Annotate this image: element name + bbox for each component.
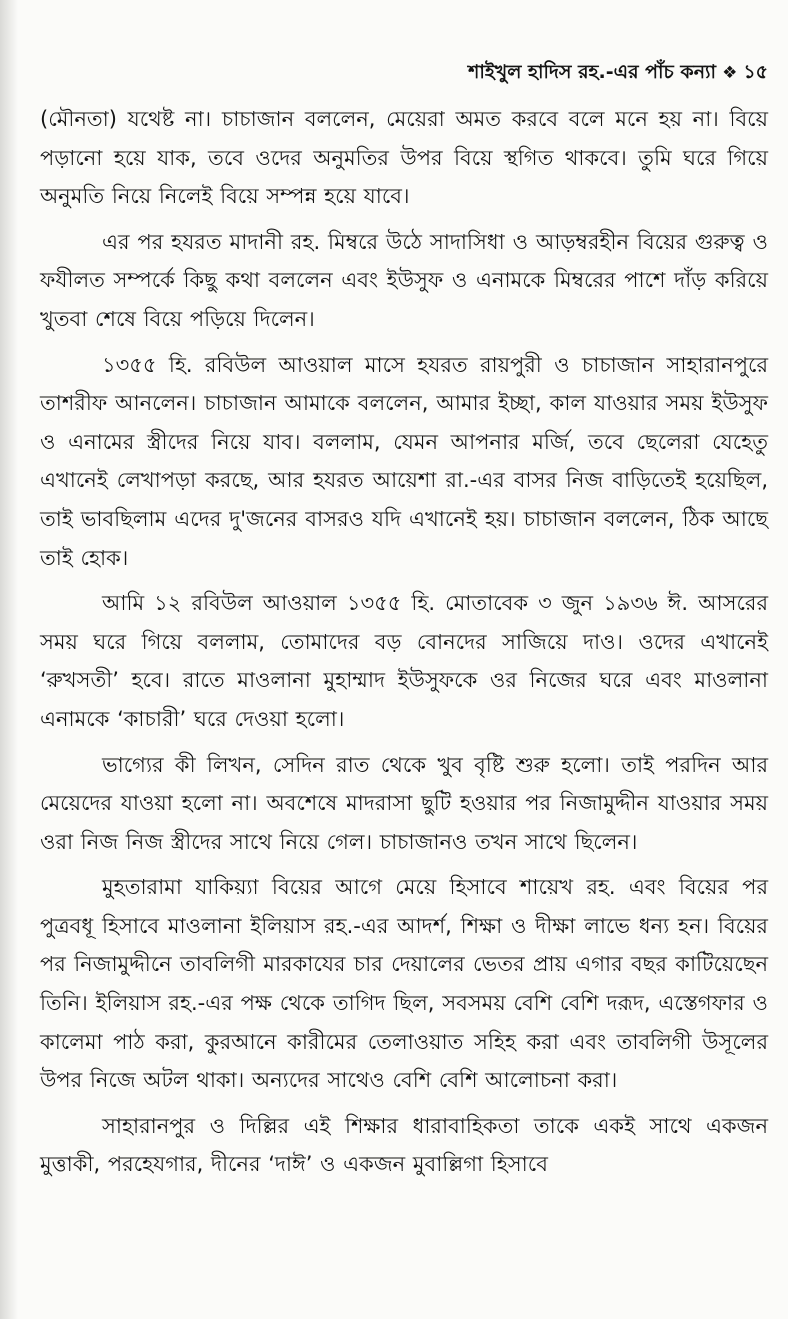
paragraph-7: সাহারানপুর ও দিল্লির এই শিক্ষার ধারাবাহিকতা তাকে একই সাথে একজন মুত্তাকী, পরহেযগার, দীনের ‘দাঈ’ ও একজন মুবাল্লিগা হিসাবে <box>40 1113 768 1177</box>
running-header-title: শাইখুল হাদিস রহ.-এর পাঁচ কন্যা <box>468 61 717 83</box>
paragraph-3: ১৩৫৫ হি. রবিউল আওয়াল মাসে হযরত রায়পুরী ও চাচাজান সাহারানপুরে তাশরীফ আনলেন। চাচাজান আমাকে বললেন, আমার ইচ্ছা, কাল যাওয়ার সময় ইউসুফ ও এনামের স্ত্রীদের নিয়ে যাব। বললাম, যেমন আপনার মর্জি, তবে ছেলেরা যেহেতু এখানেই লেখাপড়া করছে, আর হযরত আয়েশা রা.-এর বাসর নিজ বাড়িতেই হয়েছিল, তাই ভাবছিলাম এদের দু'জনের বাসরও যদি এখানেই হয়। চাচাজান বললেন, ঠিক আছে তাই হোক। <box>40 352 768 570</box>
paragraph-2: এর পর হযরত মাদানী রহ. মিম্বরে উঠে সাদাসিধা ও আড়ম্বরহীন বিয়ের গুরুত্ব ও ফযীলত সম্পর্কে কিছু কথা বললেন এবং ইউসুফ ও এনামকে মিম্বরের পাশে দাঁড় করিয়ে খুতবা শেষে বিয়ে পড়িয়ে দিলেন। <box>40 229 768 331</box>
page-gutter-shadow <box>0 0 18 1319</box>
paragraph-6: মুহতারামা যাকিয়্যা বিয়ের আগে মেয়ে হিসাবে শায়েখ রহ. এবং বিয়ের পর পুত্রবধূ হিসাবে মাওলানা ইলিয়াস রহ.-এর আদর্শ, শিক্ষা ও দীক্ষা লাভে ধন্য হন। বিয়ের পর নিজামুদ্দীনে তাবলিগী মারকাযের চার দেয়ালের ভেতর প্রায় এগার বছর কাটিয়েছেন তিনি। ইলিয়াস রহ.-এর পক্ষ থেকে তাগিদ ছিল, সবসময় বেশি বেশি দরূদ, এস্তেগফার ও কালেমা পাঠ করা, কুরআনে কারীমের তেলাওয়াত সহিহ করা এবং তাবলিগী উসূলের উপর নিজে অটল থাকা। অন্যদের সাথেও বেশি বেশি আলোচনা করা। <box>40 875 768 1093</box>
paragraph-5: ভাগ্যের কী লিখন, সেদিন রাত থেকে খুব বৃষ্টি শুরু হলো। তাই পরদিন আর মেয়েদের যাওয়া হলো না। অবশেষে মাদরাসা ছুটি হওয়ার পর নিজামুদ্দীন যাওয়ার সময় ওরা নিজ নিজ স্ত্রীদের সাথে নিয়ে গেল। চাচাজানও তখন সাথে ছিলেন। <box>40 752 768 854</box>
paragraph-1: (মৌনতা) যথেষ্ট না। চাচাজান বললেন, মেয়েরা অমত করবে বলে মনে হয় না। বিয়ে পড়ানো হয়ে যাক, তবে ওদের অনুমতির উপর বিয়ে স্থগিত থাকবে। তুমি ঘরে গিয়ে অনুমতি নিয়ে নিলেই বিয়ে সম্পন্ন হয়ে যাবে। <box>40 107 768 209</box>
body-text <box>40 100 768 1191</box>
running-header <box>468 58 768 90</box>
ornament-icon: ❖ <box>722 63 738 83</box>
page-number: ১৫ <box>743 61 768 83</box>
paragraph-4: আমি ১২ রবিউল আওয়াল ১৩৫৫ হি. মোতাবেক ৩ জুন ১৯৩৬ ঈ. আসরের সময় ঘরে গিয়ে বললাম, তোমাদের বড় বোনদের সাজিয়ে দাও। ওদের এখানেই ‘রুখসতী’ হবে। রাতে মাওলানা মুহাম্মাদ ইউসুফকে ওর নিজের ঘরে এবং মাওলানা এনামকে ‘কাচারী’ ঘরে দেওয়া হলো। <box>40 591 768 731</box>
